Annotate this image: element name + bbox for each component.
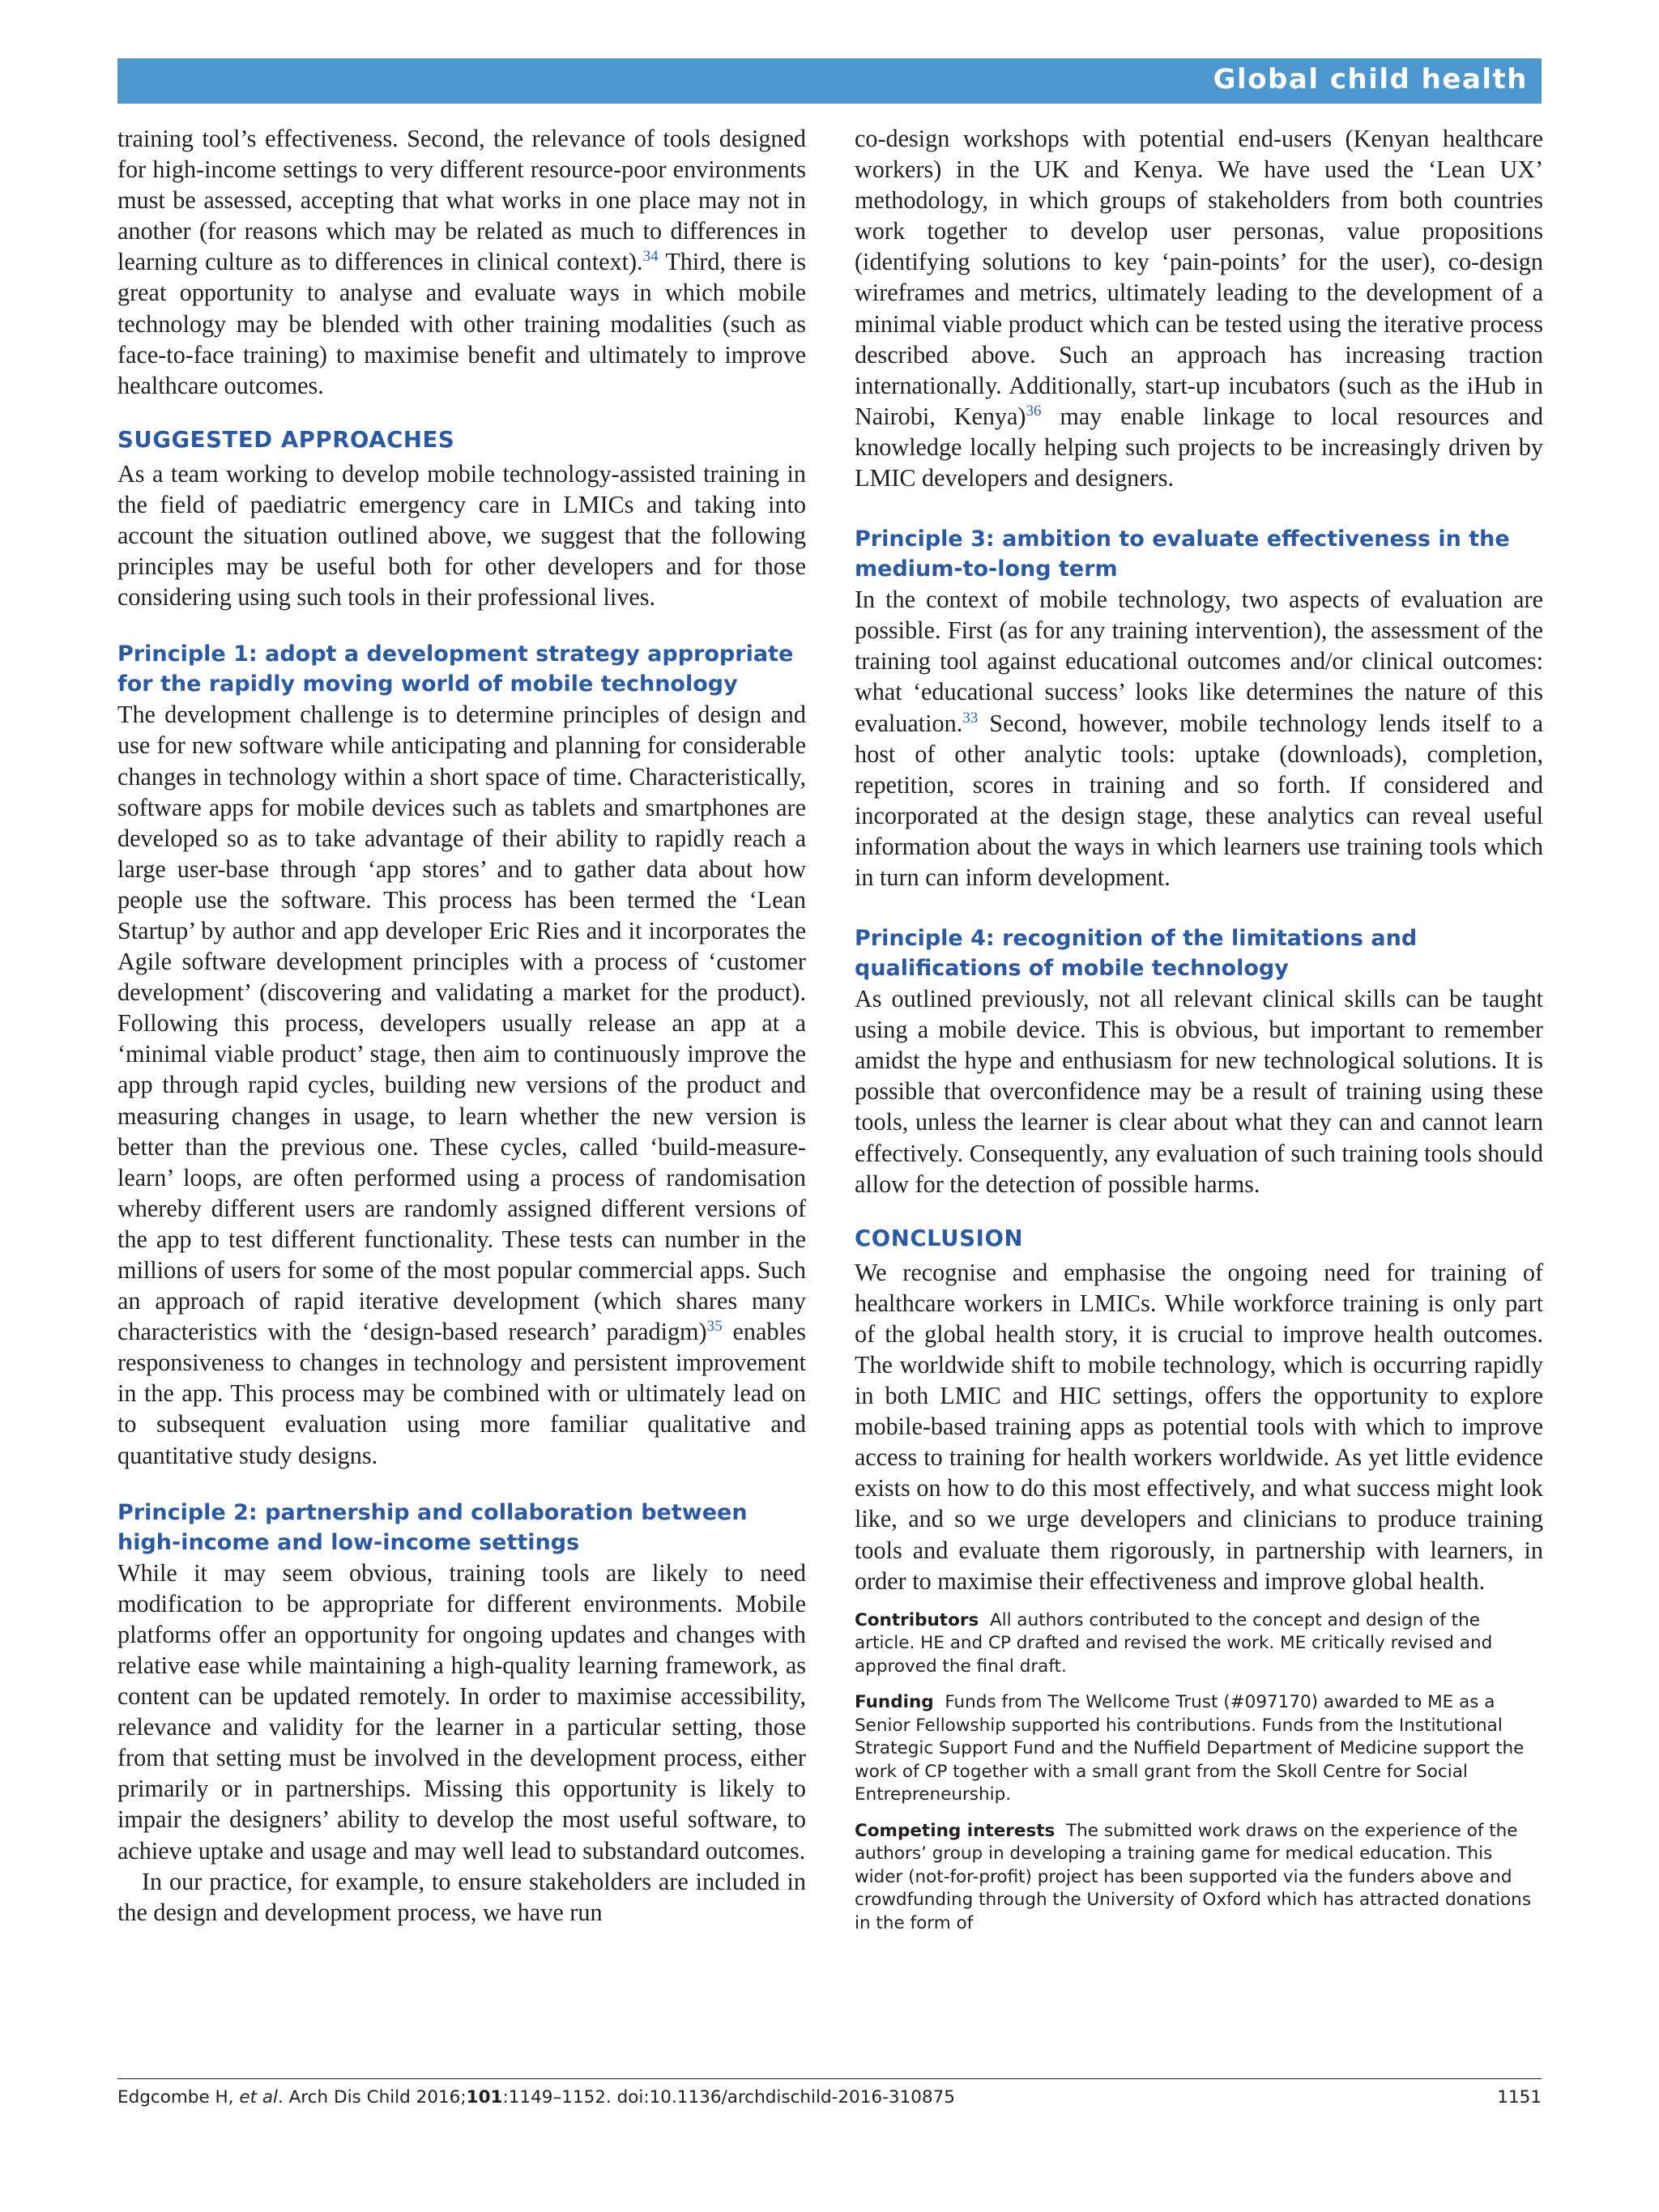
suggested-approaches-heading: SUGGESTED APPROACHES: [117, 426, 455, 453]
principle-1-heading: Principle 1: adopt a development strategy appropriate for the rapidly moving world of mobile technology: [117, 641, 794, 697]
contributors-note: Contributors All authors contributed to the concept and design of the article. HE and CP drafted and revised the work. ME critically revised and approved the final draft.: [855, 1609, 1493, 1677]
conclusion-paragraph: We recognise and emphasise the ongoing need for training of healthcare workers in LMICs. While workforce training is only part of the global health story, it is crucial to improve health outcomes. The worldwide shift to mobile technology, which is occurring rapidly in both LMIC and HIC settings, offers the opportunity to explore mobile-based training apps as potential tools with which to improve access to training for health workers worldwide. As yet little evidence exists on how to do this most effectively, and what success might look like, and so we urge developers and clinicians to produce training tools and evaluate them rigorously, in partnership with learners, in order to maximise their effectiveness and improve global health.: [855, 1258, 1543, 1595]
competing-interests-label: Competing interests: [855, 1820, 1056, 1841]
page-number: 1151: [1497, 2087, 1542, 2108]
header-band: [117, 58, 1542, 104]
right-column: [855, 123, 1543, 1935]
principle-2-paragraph-continued: In our practice, for example, to ensure stakeholders are included in the design and development process, we have run: [117, 1867, 806, 1926]
funding-note: Funding Funds from The Wellcome Trust (#097170) awarded to ME as a Senior Fellowship supported his contributions. Funds from the Institutional Strategic Support Fund and the Nuffield Department of Medicine support the work of CP together with a small grant from the Skoll Centre for Social Entrepreneurship.: [855, 1692, 1525, 1805]
principle-1-paragraph: The development challenge is to determine principles of design and use for new software while anticipating and planning for considerable changes in technology within a short space of time. Characteristically, software apps for mobile devices such as tablets and smartphones are developed so as to take advantage of their ability to rapidly reach a large user-base through ‘app stores’ and to gather data about how people use the software. This process has been termed the ‘Lean Startup’ by author and app developer Eric Ries and it incorporates the Agile software development principles with a process of ‘customer development’ (discovering and validating a market for the product). Following this process, developers usually release an app at a ‘minimal viable product’ stage, then aim to continuously improve the app through rapid cycles, building new versions of the product and measuring changes in usage, to learn whether the new version is better than the previous one. These cycles, called ‘build-measure-learn’ loops, are often performed using a process of randomisation whereby different users are randomly assigned different versions of the app to test different functionality. These tests can number in the millions of users for some of the most popular commercial apps. Such an approach of rapid iterative development (which shares many characteristics with the ‘design-based research’ paradigm)$^{35}$ enables responsiveness to changes in technology and persistent improvement in the app. This process may be combined with or ultimately lead on to subsequent evaluation using more familiar qualitative and quantitative study designs.: [117, 701, 806, 1469]
continued-paragraph: co-design workshops with potential end-users (Kenyan healthcare workers) in the UK and Kenya. We have used the ‘Lean UX’ methodology, in which groups of stakeholders from both countries work together to develop user personas, value propositions (identifying solutions to key ‘pain-points’ for the user), co-design wireframes and metrics, ultimately leading to the development of a minimal viable product which can be tested using the iterative process described above. Such an approach has increasing traction internationally. Additionally, start-up incubators (such as the iHub in Nairobi, Kenya)$^{36}$ may enable linkage to local resources and knowledge locally helping such projects to be increasingly driven by LMIC developers and designers.: [855, 125, 1543, 492]
principle-4-paragraph: As outlined previously, not all relevant clinical skills can be taught using a mobile device. This is obvious, but important to remember amidst the hype and enthusiasm for new technological solutions. It is possible that overconfidence may be a result of training using these tools, unless the learner is clear about what they can and cannot learn effectively. Consequently, any evaluation of such training tools should allow for the detection of possible harms.: [855, 985, 1543, 1198]
principle-3-paragraph: In the context of mobile technology, two aspects of evaluation are possible. First (as for any training intervention), the assessment of the training tool against educational outcomes and/or clinical outcomes: what ‘educational success’ looks like determines the nature of this evaluation.$^{33}$ Second, however, mobile technology lends itself to a host of other analytic tools: uptake (downloads), completion, repetition, scores in training and so forth. If considered and incorporated at the design stage, these analytics can reveal useful information about the ways in which learners use training tools which in turn can inform development.: [855, 586, 1543, 891]
reference-link[interactable]: 36: [1026, 402, 1042, 420]
conclusion-heading: CONCLUSION: [855, 1225, 1024, 1251]
reference-link[interactable]: 33: [962, 709, 979, 727]
reference-link[interactable]: 34: [642, 248, 659, 266]
principle-4-heading: Principle 4: recognition of the limitations and qualifications of mobile technology: [855, 926, 1418, 982]
contributors-label: Contributors: [855, 1609, 979, 1630]
competing-interests-note: Competing interests The submitted work draws on the experience of the authors’ group in developing a training game for medical education. This wider (not-for-profit) project has been supported via the funders above and crowdfunding through the University of Oxford which has attracted donations in the form of: [855, 1820, 1532, 1933]
principle-3-heading: Principle 3: ambition to evaluate effectiveness in the medium-to-long term: [855, 526, 1510, 582]
intro-paragraph: training tool’s effectiveness. Second, the relevance of tools designed for high-income settings to very different resource-poor environments must be assessed, accepting that what works in one place may not in another (for reasons which may be related as much to differences in learning culture as to differences in clinical context).$^{34}$ Third, there is great opportunity to analyse and evaluate ways in which mobile technology may be blended with other training modalities (such as face-to-face training) to maximise benefit and ultimately to improve healthcare outcomes.: [117, 125, 806, 399]
principle-2-heading: Principle 2: partnership and collaboration between high-income and low-income settings: [117, 1499, 748, 1555]
citation: Edgcombe H, et al. Arch Dis Child 2016;101:1149–1152. doi:10.1136/archdischild-2016-310875: [117, 2087, 955, 2108]
suggested-approaches-paragraph: As a team working to develop mobile technology-assisted training in the field of paediatric emergency care in LMICs and taking into account the situation outlined above, we suggest that the following principles may be useful both for other developers and for those considering using such tools in their professional lives.: [117, 459, 806, 612]
reference-link[interactable]: 35: [706, 1318, 723, 1336]
funding-label: Funding: [855, 1692, 934, 1713]
left-column: [117, 123, 806, 1928]
principle-2-paragraph: While it may seem obvious, training tools are likely to need modification to be appropriate for different environments. Mobile platforms offer an opportunity for ongoing updates and changes with relative ease while maintaining a high-quality learning framework, as content can be updated remotely. In order to maximise accessibility, relevance and validity for the learner in a particular setting, those from that setting must be involved in the development process, either primarily or in partnerships. Missing this opportunity is likely to impair the designers’ ability to develop the most useful software, to achieve uptake and usage and may well lead to substandard outcomes.: [117, 1558, 806, 1865]
section-title: Global child health: [1213, 63, 1528, 96]
footer-divider: [117, 2078, 1542, 2079]
